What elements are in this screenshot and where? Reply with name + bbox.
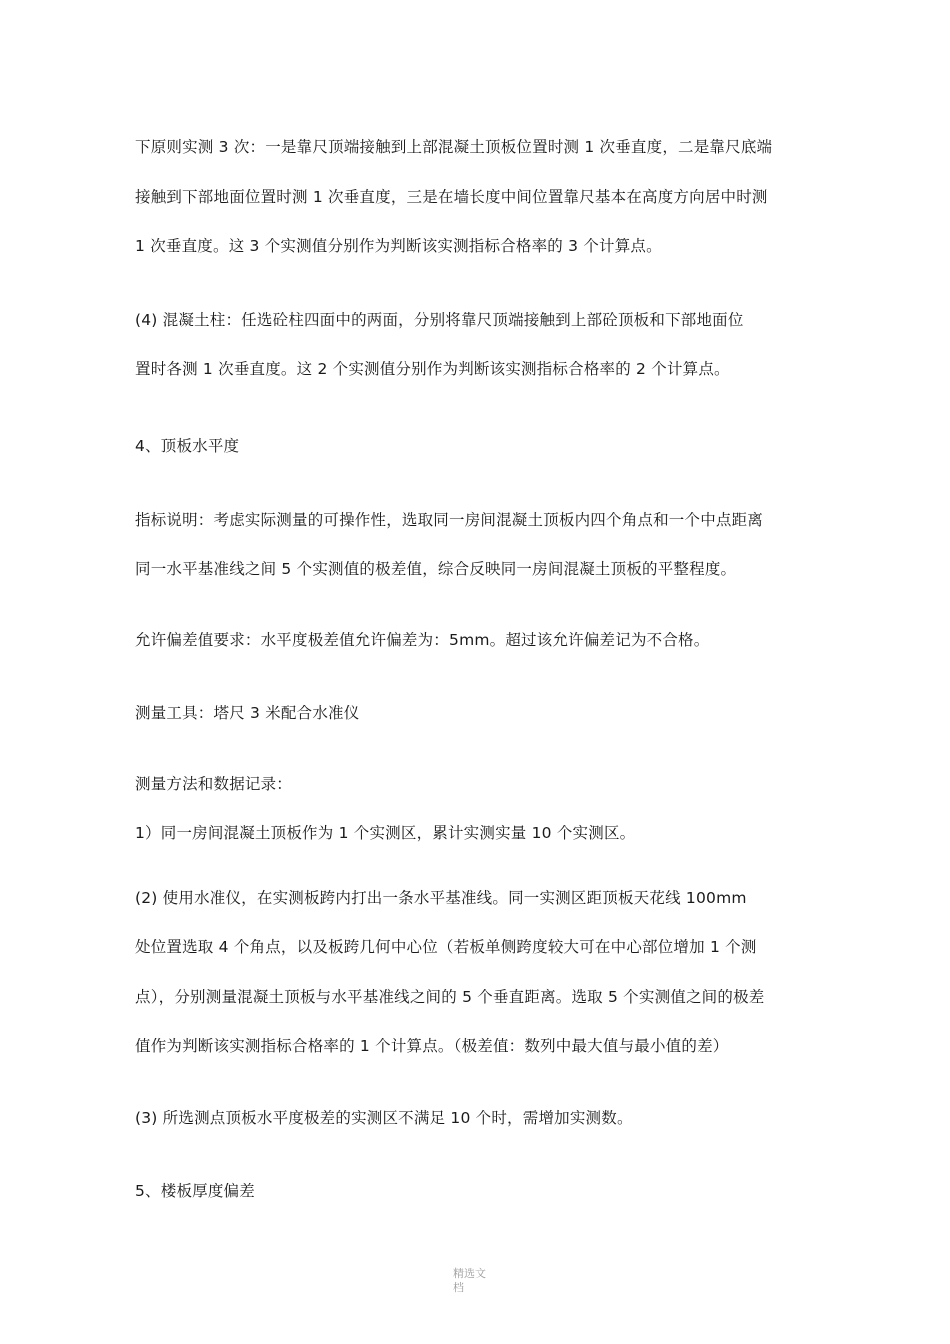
body-text-line: 置时各测 1 次垂直度。这 2 个实测值分别作为判断该实测指标合格率的 2 个计算点。 xyxy=(135,360,730,378)
body-text-line: 下原则实测 3 次：一是靠尺顶端接触到上部混凝土顶板位置时测 1 次垂直度，二是靠尺底端 xyxy=(135,138,773,156)
section-heading: 4、顶板水平度 xyxy=(135,437,240,455)
body-text-line: 点），分别测量混凝土顶板与水平基准线之间的 5 个垂直距离。选取 5 个实测值之间的极差 xyxy=(135,988,765,1006)
page-footer-line: 精选文 xyxy=(453,1267,486,1280)
body-text-line: 测量工具：塔尺 3 米配合水准仪 xyxy=(135,704,360,722)
body-text-line: (4) 混凝土柱：任选砼柱四面中的两面，分别将靠尺顶端接触到上部砼顶板和下部地面位 xyxy=(135,311,744,329)
body-text-line: 同一水平基准线之间 5 个实测值的极差值，综合反映同一房间混凝土顶板的平整程度。 xyxy=(135,560,737,578)
list-item: (2) 使用水准仪，在实测板跨内打出一条水平基准线。同一实测区距顶板天花线 100mm xyxy=(135,889,747,907)
list-item: 1）同一房间混凝土顶板作为 1 个实测区，累计实测实量 10 个实测区。 xyxy=(135,824,636,842)
body-text-line: 测量方法和数据记录： xyxy=(135,775,293,793)
body-text-line: 指标说明：考虑实际测量的可操作性，选取同一房间混凝土顶板内四个角点和一个中点距离 xyxy=(135,511,764,529)
body-text-line: 接触到下部地面位置时测 1 次垂直度，三是在墙长度中间位置靠尺基本在高度方向居中时测 xyxy=(135,188,768,206)
body-text-line: 处位置选取 4 个角点，以及板跨几何中心位（若板单侧跨度较大可在中心部位增加 1 个测 xyxy=(135,938,757,956)
list-item: (3) 所选测点顶板水平度极差的实测区不满足 10 个时，需增加实测数。 xyxy=(135,1109,633,1127)
page-footer-line: 档 xyxy=(453,1281,464,1294)
body-text-line: 1 次垂直度。这 3 个实测值分别作为判断该实测指标合格率的 3 个计算点。 xyxy=(135,237,662,255)
body-text-line: 值作为判断该实测指标合格率的 1 个计算点。（极差值：数列中最大值与最小值的差） xyxy=(135,1037,729,1055)
section-heading: 5、楼板厚度偏差 xyxy=(135,1182,255,1200)
body-text-line: 允许偏差值要求：水平度极差值允许偏差为：5mm。超过该允许偏差记为不合格。 xyxy=(135,631,710,649)
